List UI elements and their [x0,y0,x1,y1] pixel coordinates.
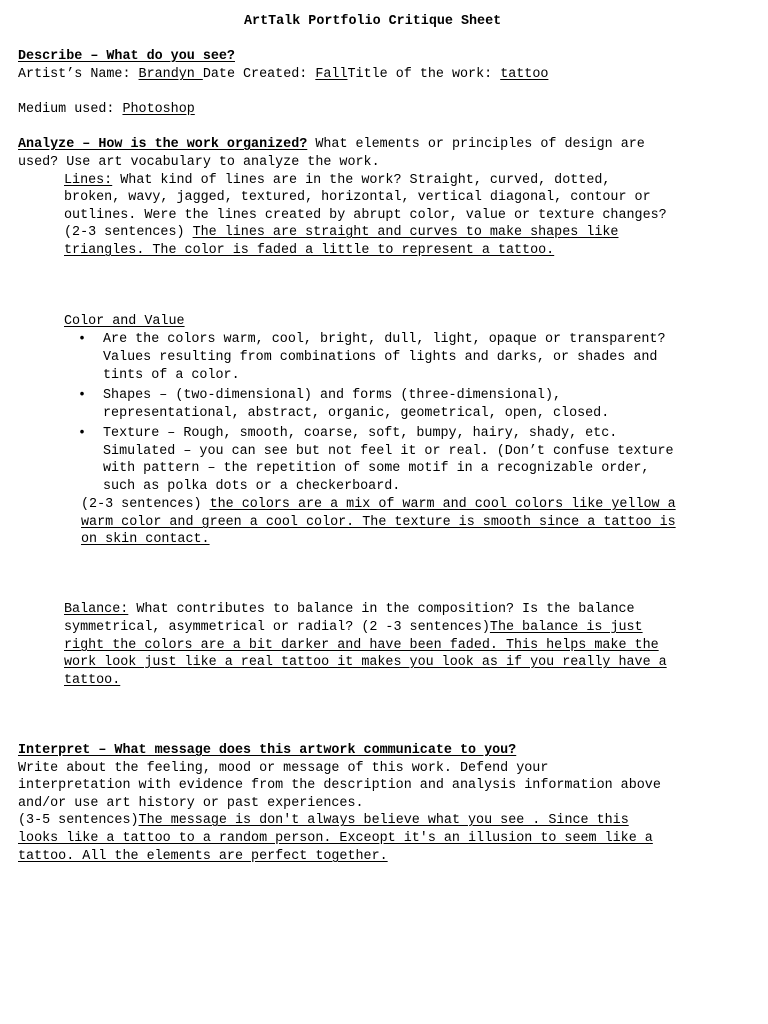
medium-label: Medium used: [18,102,123,117]
bullet-colors-line-3: tints of a color. [103,368,240,383]
color-answer-2: warm color and green a cool color. The texture is smooth since a tattoo is [81,515,676,530]
balance-label: Balance: [64,602,129,617]
interpret-question-2: interpretation with evidence from the description and analysis information above [18,778,661,793]
interpret-answer-3: tattoo. All the elements are perfect together. [18,849,388,864]
interpret-question-1: Write about the feeling, mood or message of this work. Defend your [18,761,549,776]
balance-answer-line-1 [64,619,643,637]
lines-sentence-count: (2-3 sentences) [64,225,193,240]
date-label: Date Created: [202,67,316,82]
interpret-question-3: and/or use art history or past experiences. [18,796,364,811]
bullet-texture-line-4: such as polka dots or a checkerboard. [103,479,401,494]
interpret-heading: Interpret – What message does this artwork communicate to you? [18,743,517,758]
bullet-texture-line-2: Simulated – you can see but not feel it or real. (Don’t confuse texture [103,444,674,459]
color-value-label: Color and Value [64,314,185,329]
balance-answer-4: tattoo. [64,673,121,688]
artist-row [18,66,548,84]
medium-row [18,101,195,119]
medium-value: Photoshop [122,102,195,117]
analyze-intro-line-2: used? Use art vocabulary to analyze the work. [18,155,380,170]
artist-label: Artist’s Name: [18,67,139,82]
interpret-sentence-count: (3-5 sentences) [18,813,139,828]
analyze-heading: Analyze – How is the work organized? [18,137,308,152]
work-title-label: Title of the work: [347,67,501,82]
lines-question-text: What kind of lines are in the work? Straight, curved, dotted, [112,173,611,188]
color-answer-3: on skin contact. [81,532,210,547]
artist-value: Brandyn [138,67,203,82]
balance-answer-1: The balance is just [489,620,643,635]
color-answer-line-1 [81,496,676,514]
work-title-value: tattoo [500,67,549,82]
describe-heading: Describe – What do you see? [18,49,235,64]
lines-answer-line-1 [64,224,618,242]
bullet-texture-line-3: with pattern – the repetition of some motif in a recognizable order, [103,461,650,476]
bullet-shapes-line-1: Shapes – (two-dimensional) and forms (three-dimensional), [103,388,562,403]
color-answer-1: the colors are a mix of warm and cool colors like yellow a [209,497,676,512]
bullet-colors-line-2: Values resulting from combinations of lights and darks, or shades and [103,350,658,365]
analyze-intro-text: What elements or principles of design are [307,137,645,152]
balance-question-text: What contributes to balance in the composition? Is the balance [128,602,635,617]
lines-label: Lines: [64,173,113,188]
bullet-marker: • [78,332,87,347]
balance-question-2: symmetrical, asymmetrical or radial? (2 -3 sentences) [64,620,490,635]
bullet-marker: • [78,426,87,441]
lines-answer-2: triangles. The color is faded a little to represent a tattoo. [64,243,555,258]
lines-question-3: outlines. Were the lines created by abrupt color, value or texture changes? [64,208,667,223]
interpret-answer-line-1 [18,812,629,830]
color-sentence-count: (2-3 sentences) [81,497,210,512]
page-title: ArtTalk Portfolio Critique Sheet [244,14,502,29]
balance-answer-2: right the colors are a bit darker and have been faded. This helps make the [64,638,659,653]
bullet-marker: • [78,388,87,403]
lines-question-1 [64,172,610,190]
balance-answer-3: work look just like a real tattoo it makes you look as if you really have a [64,655,667,670]
lines-question-2: broken, wavy, jagged, textured, horizontal, vertical diagonal, contour or [64,190,651,205]
balance-question-1 [64,601,635,619]
bullet-shapes-line-2: representational, abstract, organic, geometrical, open, closed. [103,406,610,421]
interpret-answer-1: The message is don't always believe what you see . Since this [138,813,629,828]
interpret-answer-2: looks like a tattoo to a random person. Exceopt it's an illusion to seem like a [18,831,653,846]
bullet-texture-line-1: Texture – Rough, smooth, coarse, soft, bumpy, hairy, shady, etc. [103,426,618,441]
lines-answer-1: The lines are straight and curves to make shapes like [192,225,619,240]
date-value: Fall [315,67,348,82]
analyze-intro-line-1 [18,136,645,154]
bullet-colors-line-1: Are the colors warm, cool, bright, dull, light, opaque or transparent? [103,332,666,347]
